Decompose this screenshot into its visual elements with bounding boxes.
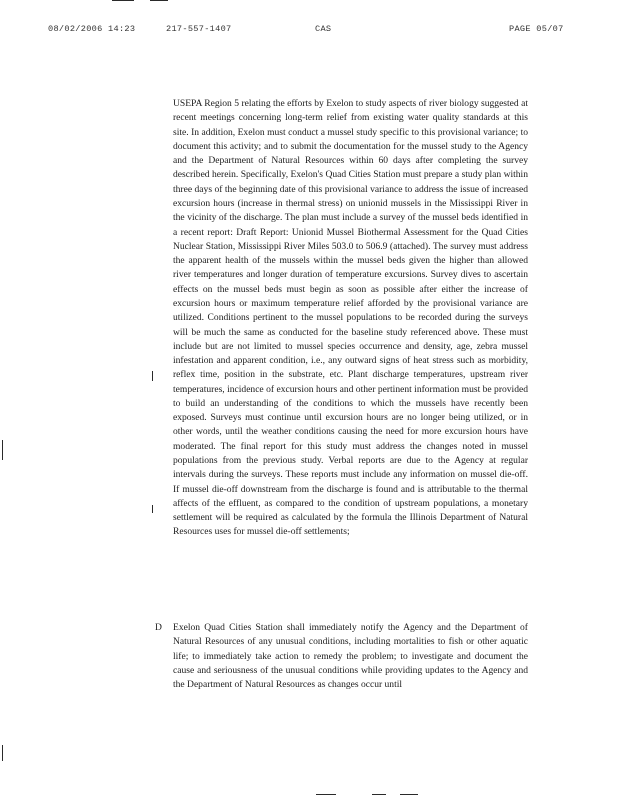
scan-artifact bbox=[2, 440, 3, 460]
scan-artifact bbox=[372, 794, 386, 795]
fax-sender: CAS bbox=[315, 24, 332, 34]
fax-page-number: PAGE 05/07 bbox=[509, 24, 564, 34]
fax-phone-number: 217-557-1407 bbox=[166, 24, 232, 34]
scan-artifact bbox=[2, 745, 3, 761]
scan-artifact bbox=[400, 794, 418, 795]
body-paragraph: USEPA Region 5 relating the efforts by Exelon to study aspects of river biology suggested at recent meetings concerning long-term relief from existing water quality standards at this site. In addition, Exelon must conduct a mussel study specific to this provisional variance; to document this activity; and to submit the documentation for the mussel study to the Agency and the Department of Natural Resources within 60 days after completing the survey described herein. Specifically, Exelon's Quad Cities Station must prepare a study plan within three days of the beginning date of this provisional variance to address the issue of increased excursion hours (increase in thermal stress) on unionid mussels in the Mississippi River in the vicinity of the discharge. The plan must include a survey of the mussel beds identified in a recent report: Draft Report: Unionid Mussel Biothermal Assessment for the Quad Cities Nuclear Station, Mississippi River Miles 503.0 to 506.9 (attached). The survey must address the apparent health of the mussels within the mussel beds given the higher than allowed river temperatures and longer duration of temperature excursions. Survey dives to ascertain effects on the mussel beds must begin as soon as possible after either the increase of excursion hours or maximum temperature relief afforded by the provisional variance are utilized. Conditions pertinent to the mussel populations to be recorded during the surveys will be much the same as conducted for the baseline study referenced above. These must include but are not limited to mussel species occurrence and density, age, zebra mussel infestation and apparent condition, i.e., any outward signs of heat stress such as morbidity, reflex time, position in the substrate, etc. Plant discharge temperatures, upstream river temperatures, incidence of excursion hours and other pertinent information must be provided to build an understanding of the conditions to which the mussels have recently been exposed. Surveys must continue until excursion hours are no longer being utilized, or in other words, until the weather conditions causing the need for more excursion hours have moderated. The final report for this study must address the changes noted in mussel populations from the previous study. Verbal reports are due to the Agency at regular intervals during the surveys. These reports must include any information on mussel die-off. If mussel die-off downstream from the discharge is found and is attributable to the thermal affects of the effluent, as compared to the condition of upstream populations, a monetary settlement will be required as calculated by the formula the Illinois Department of Natural Resources uses for mussel die-off settlements; bbox=[173, 98, 528, 538]
fax-header bbox=[48, 24, 578, 38]
fax-datetime: 08/02/2006 14:23 bbox=[48, 24, 136, 34]
list-item-letter: D bbox=[155, 622, 162, 633]
scan-artifact bbox=[150, 0, 168, 1]
scan-artifact bbox=[316, 794, 336, 795]
scan-artifact bbox=[152, 505, 153, 513]
scan-artifact bbox=[152, 371, 153, 381]
scan-artifact bbox=[112, 0, 134, 1]
list-item-text: Exelon Quad Cities Station shall immediately notify the Agency and the Department of Natural Resources of any unusual conditions, including mortalities to fish or other aquatic life; to immediately take action to remedy the problem; to investigate and document the cause and seriousness of the unusual conditions while providing updates to the Agency and the Department of Natural Resources as changes occur until bbox=[173, 622, 528, 691]
